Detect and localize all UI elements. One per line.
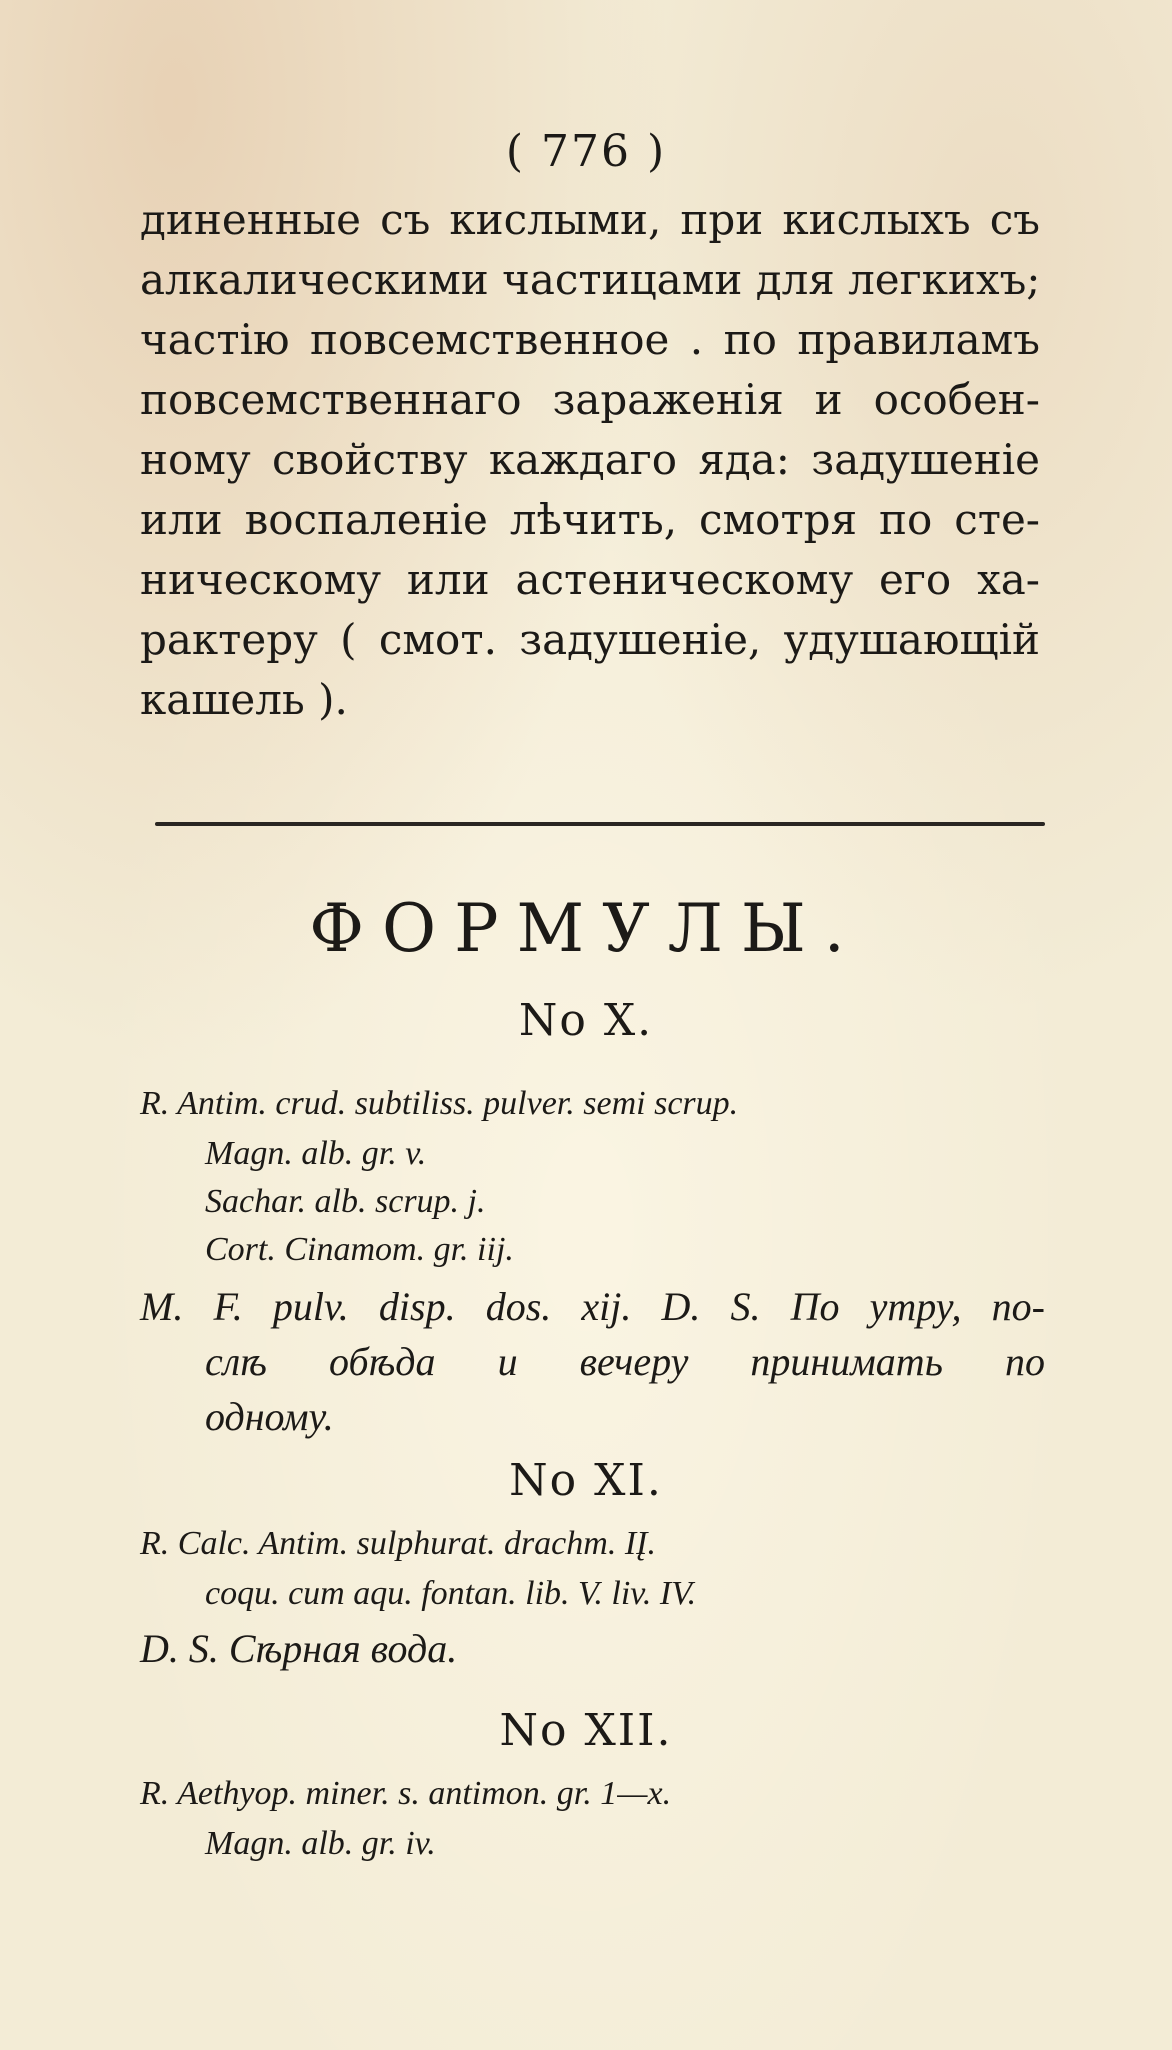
paragraph-line: рактеру ( смот. задушеніе, удушающій xyxy=(140,615,1040,664)
formula-line: Magn. alb. gr. iv. xyxy=(205,1825,436,1862)
formula-line: coqu. cum aqu. fontan. lib. V. liv. IV. xyxy=(205,1575,697,1612)
formula-line: одному. xyxy=(205,1394,334,1439)
paragraph-line: частію повсемственное . по правиламъ xyxy=(140,315,1040,364)
paragraph-line: алкалическими частицами для легкихъ; xyxy=(140,255,1041,304)
formula-number: No X. xyxy=(518,995,654,1046)
page-number: ( 776 ) xyxy=(505,126,667,177)
formula-line: R. Calc. Antim. sulphurat. drachm. IĮ. xyxy=(140,1525,656,1562)
formula-number: No XII. xyxy=(499,1705,673,1756)
formula-line: D. S. Сѣрная вода. xyxy=(140,1626,458,1671)
formula-line: R. Aethyop. miner. s. antimon. gr. 1—x. xyxy=(140,1775,672,1812)
section-divider xyxy=(155,822,1045,826)
paragraph-line: или воспаленіе лѣчить, смотря по сте- xyxy=(140,495,1040,544)
formula-line: Sachar. alb. scrup. j. xyxy=(205,1183,486,1220)
paragraph-line: повсемственнаго зараженія и особен- xyxy=(140,375,1040,424)
formula-line: M. F. pulv. disp. dos. xij. D. S. По утру, по- xyxy=(140,1284,1045,1329)
paragraph-line: диненные съ кислыми, при кислыхъ съ xyxy=(140,195,1040,244)
paragraph xyxy=(140,190,1040,730)
paragraph-line: ническому или астеническому его ха- xyxy=(140,555,1040,604)
formula-number: No XI. xyxy=(509,1455,663,1506)
paragraph-line: кашель ). xyxy=(140,675,348,724)
section-heading: ФОРМУЛЫ. xyxy=(309,890,863,967)
paragraph-line: ному свойству каждаго яда: задушеніе xyxy=(140,435,1040,484)
formula-line: Cort. Cinamom. gr. iij. xyxy=(205,1231,514,1268)
formula-line: Magn. alb. gr. v. xyxy=(205,1135,427,1172)
formula-line: R. Antim. crud. subtiliss. pulver. semi scrup. xyxy=(140,1085,739,1122)
formula-line: слѣ обѣда и вечеру принимать по xyxy=(205,1339,1045,1384)
